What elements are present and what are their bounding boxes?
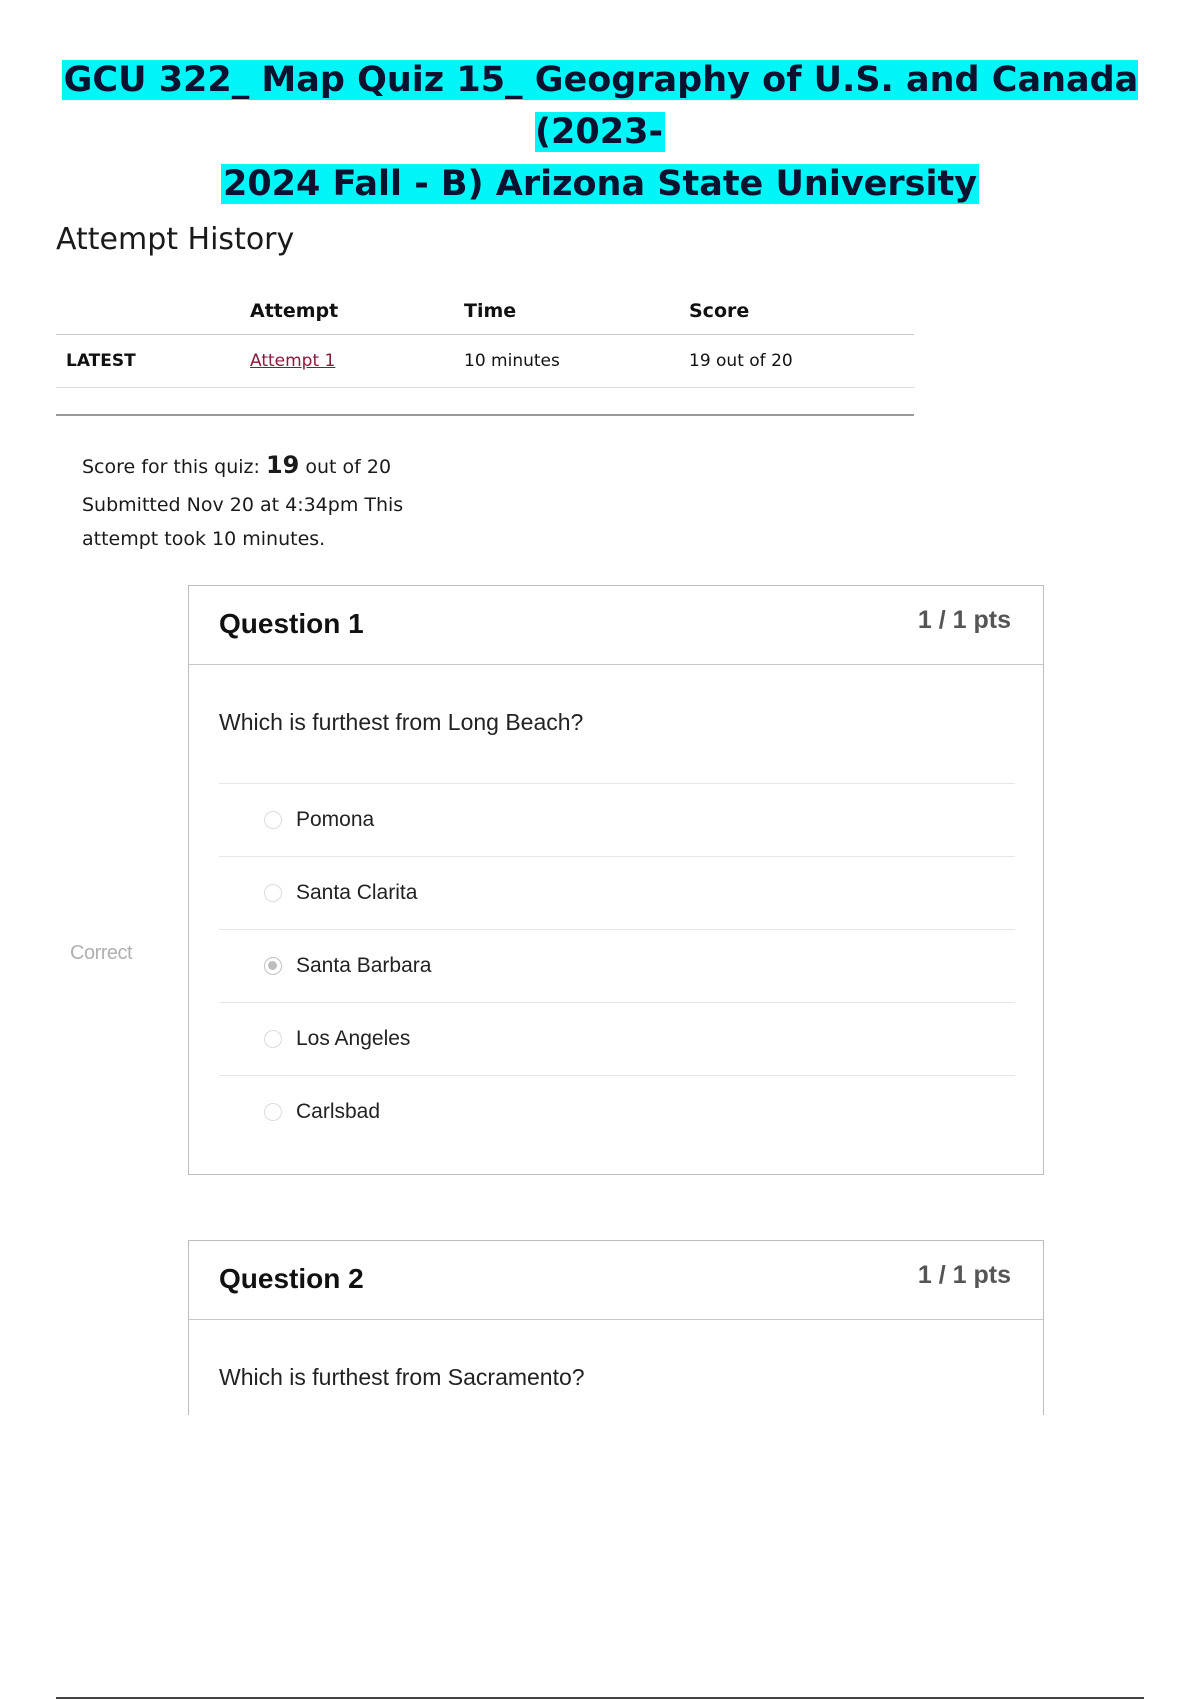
answer-label: Santa Clarita <box>296 881 418 904</box>
answer-option[interactable] <box>219 857 1015 930</box>
divider <box>56 414 914 416</box>
table-row <box>56 335 914 388</box>
question-title: Question 2 <box>219 1263 364 1294</box>
radio-button[interactable] <box>264 811 282 829</box>
answer-list <box>219 783 1015 1148</box>
submitted-line-2: attempt took 10 minutes. <box>82 528 326 550</box>
attempt-history-header-row <box>56 288 914 335</box>
attempt-link[interactable]: Attempt 1 <box>250 351 336 371</box>
radio-button-selected[interactable] <box>264 957 282 975</box>
score-prefix: Score for this quiz: <box>82 456 266 478</box>
attempt-history-table <box>56 288 914 388</box>
question-card-2 <box>188 1240 1044 1415</box>
answer-label: Santa Barbara <box>296 954 432 977</box>
correct-answer-label: Correct <box>70 942 133 964</box>
attempt-score: 19 out of 20 <box>688 335 914 388</box>
latest-label: LATEST <box>56 335 249 388</box>
attempt-time: 10 minutes <box>463 335 688 388</box>
answer-label: Carlsbad <box>296 1100 381 1123</box>
column-header-score: Score <box>688 288 914 335</box>
column-header-attempt: Attempt <box>249 288 463 335</box>
quiz-summary <box>82 446 502 558</box>
submitted-line-1: Submitted Nov 20 at 4:34pm This <box>82 494 404 516</box>
question-points: 1 / 1 pts <box>917 606 1011 634</box>
question-card-1 <box>188 585 1044 1175</box>
score-suffix: out of 20 <box>299 456 392 478</box>
radio-button[interactable] <box>264 1103 282 1121</box>
document-title-line-1: GCU 322_ Map Quiz 15_ Geography of U.S. and Canada (2023- <box>63 60 1139 152</box>
column-header-blank <box>56 288 249 335</box>
answer-option[interactable] <box>219 784 1015 857</box>
answer-option[interactable] <box>219 1003 1015 1076</box>
question-title: Question 1 <box>219 608 364 639</box>
question-header <box>189 1241 1043 1320</box>
page-bottom-rule <box>56 1697 1144 1699</box>
radio-button[interactable] <box>264 884 282 902</box>
attempt-history-heading: Attempt History <box>56 222 295 257</box>
quiz-score <box>82 446 502 486</box>
radio-button[interactable] <box>264 1030 282 1048</box>
answer-label: Los Angeles <box>296 1027 411 1050</box>
answer-option[interactable] <box>219 1076 1015 1148</box>
score-value: 19 <box>265 451 300 479</box>
column-header-time: Time <box>463 288 688 335</box>
answer-option-selected[interactable] <box>219 930 1015 1003</box>
document-title <box>0 54 1200 210</box>
question-header <box>189 586 1043 665</box>
question-points: 1 / 1 pts <box>917 1261 1011 1289</box>
document-title-line-2: 2024 Fall - B) Arizona State University <box>222 164 978 204</box>
answer-label: Pomona <box>296 808 375 831</box>
question-text: Which is furthest from Long Beach? <box>219 709 584 735</box>
question-text: Which is furthest from Sacramento? <box>219 1364 585 1390</box>
